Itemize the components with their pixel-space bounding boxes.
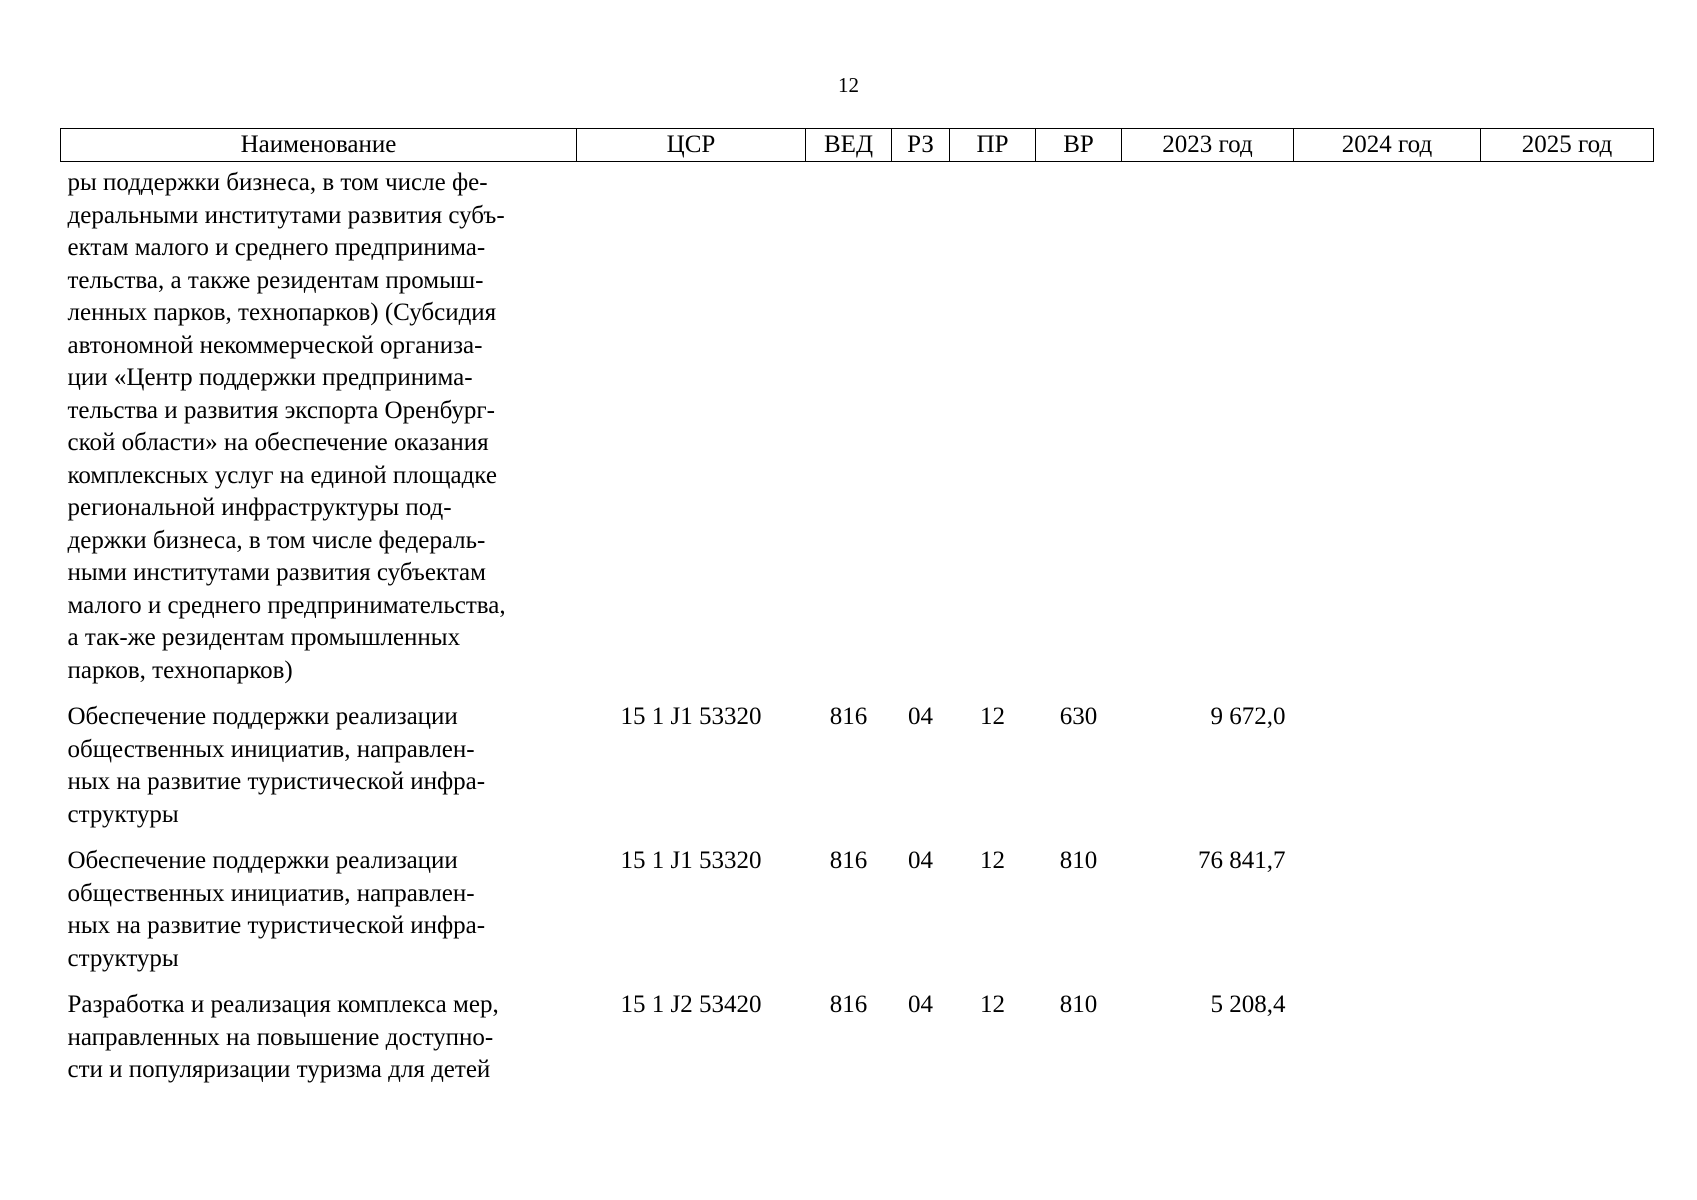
cell-csr: 15 1 J1 53320 <box>620 703 762 730</box>
header-row <box>61 129 1654 162</box>
header-name: Наименование <box>61 129 577 162</box>
header-rz: РЗ <box>892 129 950 162</box>
budget-table <box>60 128 1654 1101</box>
table-row <box>61 701 1654 845</box>
header-vr: ВР <box>1036 129 1122 162</box>
cell-2023 <box>1122 162 1294 702</box>
table-row <box>61 989 1654 1101</box>
cell-vr: 810 <box>1059 847 1098 874</box>
cell-name <box>61 701 577 845</box>
header-2024: 2024 год <box>1294 129 1481 162</box>
cell-pr: 12 <box>980 847 1005 874</box>
cell-2025 <box>1481 162 1654 702</box>
cell-2025 <box>1481 701 1654 845</box>
cell-2024 <box>1294 845 1481 989</box>
header-ved: ВЕД <box>806 129 892 162</box>
cell-pr <box>950 162 1036 702</box>
cell-2024 <box>1294 701 1481 845</box>
cell-rz <box>892 162 950 702</box>
cell-ved: 816 <box>829 991 868 1018</box>
cell-csr: 15 1 J1 53320 <box>620 847 762 874</box>
row-name-text: Обеспечение поддержки реализации общественных инициатив, направлен- ных на развитие туристической инфра- структуры <box>67 703 486 828</box>
cell-vr: 630 <box>1059 703 1098 730</box>
cell-vr: 810 <box>1059 991 1098 1018</box>
cell-2023: 76 841,7 <box>1198 847 1286 874</box>
header-2025: 2025 год <box>1481 129 1654 162</box>
cell-csr: 15 1 J2 53420 <box>620 991 762 1018</box>
cell-csr <box>577 162 806 702</box>
cell-name <box>61 162 577 702</box>
header-csr: ЦСР <box>577 129 806 162</box>
cell-pr: 12 <box>980 991 1005 1018</box>
cell-rz: 04 <box>908 703 933 730</box>
table-row <box>61 162 1654 702</box>
cell-ved: 816 <box>829 703 868 730</box>
cell-2023: 5 208,4 <box>1210 991 1286 1018</box>
cell-2023: 9 672,0 <box>1210 703 1286 730</box>
table-header <box>61 129 1654 162</box>
cell-name <box>61 845 577 989</box>
cell-pr: 12 <box>980 703 1005 730</box>
cell-name <box>61 989 577 1101</box>
table-row <box>61 845 1654 989</box>
header-pr: ПР <box>950 129 1036 162</box>
cell-2025 <box>1481 845 1654 989</box>
row-name-text: Обеспечение поддержки реализации общественных инициатив, направлен- ных на развитие туристической инфра- структуры <box>67 847 486 972</box>
cell-rz: 04 <box>908 991 933 1018</box>
cell-vr <box>1036 162 1122 702</box>
table-body <box>61 162 1654 1101</box>
cell-rz: 04 <box>908 847 933 874</box>
header-2023: 2023 год <box>1122 129 1294 162</box>
row-name-text: ры поддержки бизнеса, в том числе фе- деральными институтами развития субъ- ектам малого и среднего предпринима- тельства, а также резидентам промыш- ленных парков, технопарков) (Субсидия автономной некоммерческой организа- ции «Центр поддержки предпринима- тельства и развития экспорта Оренбург- ской области» на обеспечение оказания комплексных услуг на единой площадке региональной инфраструктуры под- держки бизнеса, в том числе федераль- ными институтами развития субъектам малого и среднего предпринимательства, а так-же резидентам промышленных парков, технопарков) <box>67 169 506 684</box>
cell-2024 <box>1294 162 1481 702</box>
cell-2025 <box>1481 989 1654 1101</box>
cell-2024 <box>1294 989 1481 1101</box>
cell-ved: 816 <box>829 847 868 874</box>
page-number: 12 <box>838 73 859 97</box>
row-name-text: Разработка и реализация комплекса мер, направленных на повышение доступно- сти и популяризации туризма для детей <box>67 991 499 1083</box>
cell-ved <box>806 162 892 702</box>
